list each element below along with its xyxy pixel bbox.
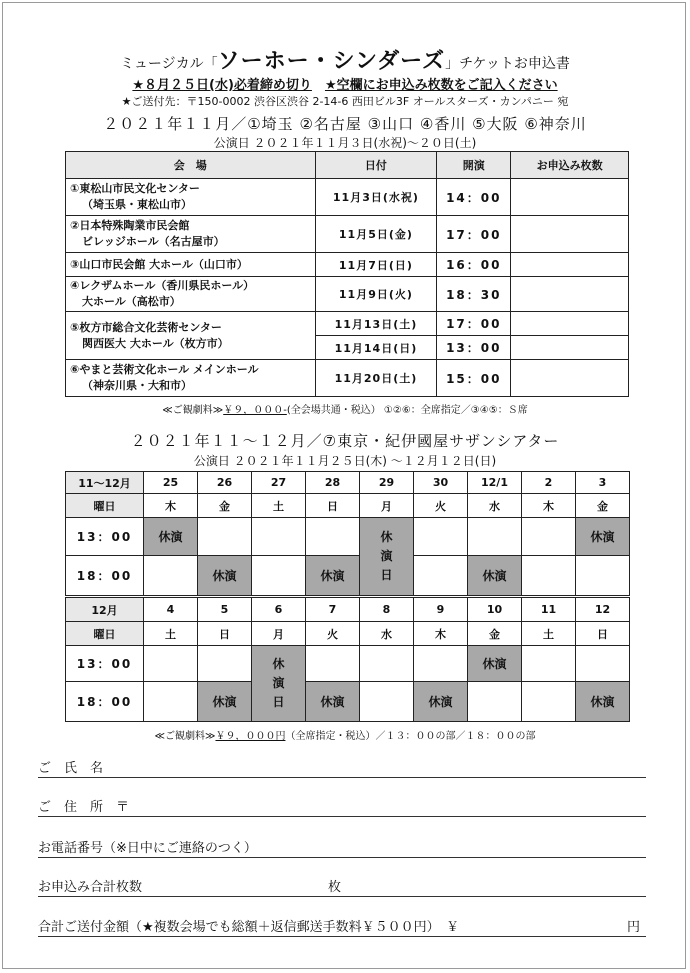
quantity-cell[interactable] [198,646,252,682]
no-show-cell: 休演 [306,682,360,722]
weekday-row: 曜日 木 金 土 日 月 火 水 木 金 [66,494,630,518]
quantity-cell[interactable] [306,518,360,556]
quantity-cell[interactable] [414,646,468,682]
no-show-day-cell: 休 演 日 [360,518,414,596]
no-show-cell: 休演 [576,518,630,556]
col-date: 日付 [315,152,437,179]
no-show-cell: 休演 [198,682,252,722]
quantity-input[interactable] [511,336,629,360]
phone-label: お電話番号（※日中にご連絡のつく） [38,841,257,856]
no-show-cell: 休演 [306,556,360,596]
total-amount-unit: 円 [626,920,640,935]
slot-row-1300: 13：00 休 演 日 休演 [66,646,630,682]
quantity-input[interactable] [511,312,629,336]
quantity-input[interactable] [511,253,629,277]
quantity-input[interactable] [511,360,629,397]
days-row: 11～12月 25 26 27 28 29 30 12/1 2 3 [66,472,630,494]
tour2-price-note: ≪ご観劇料≫￥９，０００円（全席指定・税込）／１３：００の部／１８：００の部 [154,731,536,742]
no-show-cell: 休演 [468,646,522,682]
tour1-dates: 公演日 ２０２１年１１月３日(水祝)～２０日(土) [213,136,477,150]
quantity-cell[interactable] [522,646,576,682]
quantity-cell[interactable] [144,556,198,596]
quantity-cell[interactable] [522,682,576,722]
musical-title: ソーホー・シンダーズ [217,49,446,74]
address-label: ご 住 所 〒 [38,800,130,815]
slot-row-1800: 18：00 休演 休演 休演 休演 [66,682,630,722]
quantity-cell[interactable] [144,682,198,722]
quantity-cell[interactable] [522,556,576,596]
ticket-count-field[interactable] [38,876,646,897]
days-row: 12月 4 5 6 7 8 9 10 11 12 [66,598,630,622]
col-time: 開演 [437,152,511,179]
table-row: 11月14日(日) 13：00 [66,336,629,360]
quantity-cell[interactable] [198,518,252,556]
table-row: ③山口市民会館 大ホール（山口市） 11月7日(日) 16：00 [66,253,629,277]
table-row: ⑤枚方市総合文化芸術センター 関西医大 大ホール（枚方市） 11月13日(土) 17：00 [66,312,629,336]
quantity-cell[interactable] [522,518,576,556]
col-venue: 会 場 [66,152,316,179]
no-show-cell: 休演 [468,556,522,596]
table-row: ⑥やまと芸術文化ホール メインホール （神奈川県・大和市） 11月20日(土) 15：00 [66,360,629,397]
phone-field[interactable] [38,837,646,858]
tour2-dates: 公演日 ２０２１年１１月２５日(木) ～１２月１２日(日) [193,454,497,468]
page-title: ミュージカル「ソーホー・シンダーズ」チケットお申込書 [120,49,570,74]
quantity-cell[interactable] [360,682,414,722]
quantity-cell[interactable] [576,646,630,682]
slot-row-1300: 13：00 休演 休 演 日 休演 [66,518,630,556]
quantity-input[interactable] [511,277,629,312]
quantity-cell[interactable] [414,518,468,556]
no-show-cell: 休演 [144,518,198,556]
slot-row-1800: 18：00 休演 休演 休演 [66,556,630,596]
name-field[interactable] [38,757,646,778]
total-amount-field[interactable] [38,916,646,937]
quantity-cell[interactable] [414,556,468,596]
name-label: ご 氏 名 [38,761,104,776]
quantity-cell[interactable] [468,518,522,556]
quantity-cell[interactable] [144,646,198,682]
quantity-input[interactable] [511,216,629,253]
quantity-cell[interactable] [252,556,306,596]
weekday-row: 曜日 土 日 月 火 水 木 金 土 日 [66,622,630,646]
schedule-table-dec [65,597,630,722]
table-row: ④レクザムホール（香川県民ホール） 大ホール（高松市） 11月9日(火) 18：30 [66,277,629,312]
tour2-heading: ２０２１年１１～１２月／⑦東京・紀伊國屋サザンシアター [130,432,560,450]
quantity-cell[interactable] [306,646,360,682]
quantity-cell[interactable] [576,556,630,596]
quantity-cell[interactable] [360,646,414,682]
col-quantity: お申込み枚数 [511,152,629,179]
address-field[interactable] [38,796,646,817]
tour1-heading: ２０２１年１１月／①埼玉 ②名古屋 ③山口 ④香川 ⑤大阪 ⑥神奈川 [103,115,587,133]
send-address: ★ご送付先：〒150-0002 渋谷区渋谷 2-14-6 西田ビル3F オールスターズ・カンパニー 宛 [121,95,569,108]
quantity-input[interactable] [511,179,629,216]
table-row: ②日本特殊陶業市民会館 ビレッジホール（名古屋市） 11月5日(金) 17：00 [66,216,629,253]
schedule-table-nov-dec [65,471,630,596]
deadline-line: ★８月２５日(水)必着締め切り ★空欄にお申込み枚数をご記入ください [132,78,558,93]
no-show-cell: 休演 [198,556,252,596]
total-amount-label: 合計ご送付金額（★複数会場でも総額＋返信郵送手数料￥５００円） ￥ [38,920,460,935]
quantity-cell[interactable] [468,682,522,722]
quantity-cell[interactable] [252,518,306,556]
tour1-price-note: ≪ご観劇料≫￥９，０００-(全会場共通・税込） ①②⑥：全席指定／③④⑤：Ｓ席 [162,405,528,416]
no-show-cell: 休演 [414,682,468,722]
no-show-cell: 休演 [576,682,630,722]
no-show-day-cell: 休 演 日 [252,646,306,722]
ticket-count-unit: 枚 [328,880,342,895]
ticket-count-label: お申込み合計枚数 [38,880,143,895]
tour1-table [65,151,629,397]
table-row: ①東松山市民文化センター （埼玉県・東松山市） 11月3日(水祝) 14：00 [66,179,629,216]
